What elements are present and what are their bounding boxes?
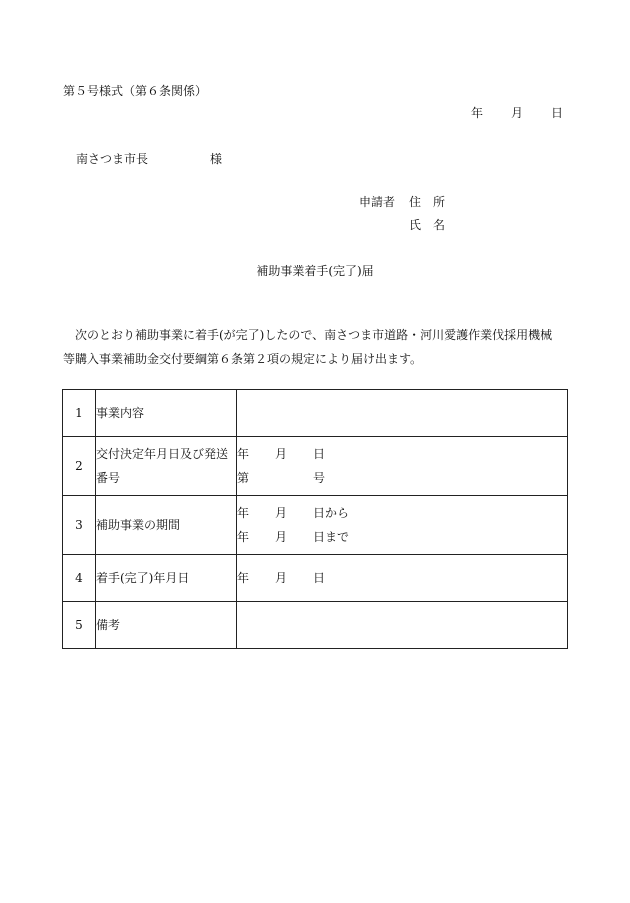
cell-day-until: 日まで bbox=[313, 530, 350, 544]
row-value-cell[interactable] bbox=[237, 555, 568, 602]
row-value-cell[interactable] bbox=[237, 602, 568, 649]
table-row bbox=[63, 496, 568, 555]
cell-go: 号 bbox=[313, 471, 326, 485]
addressee bbox=[76, 150, 222, 167]
addressee-honorific: 様 bbox=[210, 152, 223, 166]
row-value-cell[interactable] bbox=[237, 437, 568, 496]
row-label: 備考 bbox=[96, 602, 237, 649]
cell-month: 月 bbox=[275, 447, 288, 461]
applicant-address-label: 住 所 bbox=[409, 195, 446, 209]
form-number: 第５号様式（第６条関係） bbox=[63, 84, 208, 98]
row-label: 着手(完了)年月日 bbox=[96, 555, 237, 602]
cell-year: 年 bbox=[237, 571, 250, 585]
cell-month: 月 bbox=[275, 530, 288, 544]
document-title: 補助事業着手(完了)届 bbox=[256, 264, 374, 278]
items-table bbox=[62, 389, 568, 649]
row-label: 交付決定年月日及び発送番号 bbox=[96, 437, 237, 496]
row-value-cell[interactable] bbox=[237, 390, 568, 437]
table-row bbox=[63, 555, 568, 602]
row-number: 2 bbox=[63, 437, 96, 496]
cell-year: 年 bbox=[237, 447, 250, 461]
body-text bbox=[63, 323, 573, 371]
row-value-cell[interactable] bbox=[237, 496, 568, 555]
cell-day: 日 bbox=[313, 571, 326, 585]
cell-year: 年 bbox=[237, 530, 250, 544]
row-label: 補助事業の期間 bbox=[96, 496, 237, 555]
addressee-name: 南さつま市長 bbox=[76, 152, 149, 166]
row-number: 5 bbox=[63, 602, 96, 649]
date-line bbox=[471, 104, 563, 121]
date-month: 月 bbox=[510, 106, 523, 120]
applicant-label: 申請者 bbox=[359, 195, 396, 209]
cell-dai: 第 bbox=[237, 471, 250, 485]
cell-day: 日 bbox=[313, 447, 326, 461]
table-row bbox=[63, 437, 568, 496]
body-line-1: 次のとおり補助事業に着手(が完了)したので、南さつま市道路・河川愛護作業伐採用機械 bbox=[75, 328, 553, 342]
cell-day-from: 日から bbox=[313, 506, 350, 520]
body-line-2: 等購入事業補助金交付要綱第６条第２項の規定により届け出ます。 bbox=[63, 352, 423, 366]
cell-month: 月 bbox=[275, 571, 288, 585]
row-number: 1 bbox=[63, 390, 96, 437]
date-year: 年 bbox=[470, 106, 483, 120]
date-day: 日 bbox=[550, 106, 563, 120]
row-label: 事業内容 bbox=[96, 390, 237, 437]
cell-month: 月 bbox=[275, 506, 288, 520]
table-row bbox=[63, 390, 568, 437]
table-row bbox=[63, 602, 568, 649]
applicant-name-label: 氏 名 bbox=[409, 218, 446, 232]
row-number: 3 bbox=[63, 496, 96, 555]
row-number: 4 bbox=[63, 555, 96, 602]
cell-year: 年 bbox=[237, 506, 250, 520]
